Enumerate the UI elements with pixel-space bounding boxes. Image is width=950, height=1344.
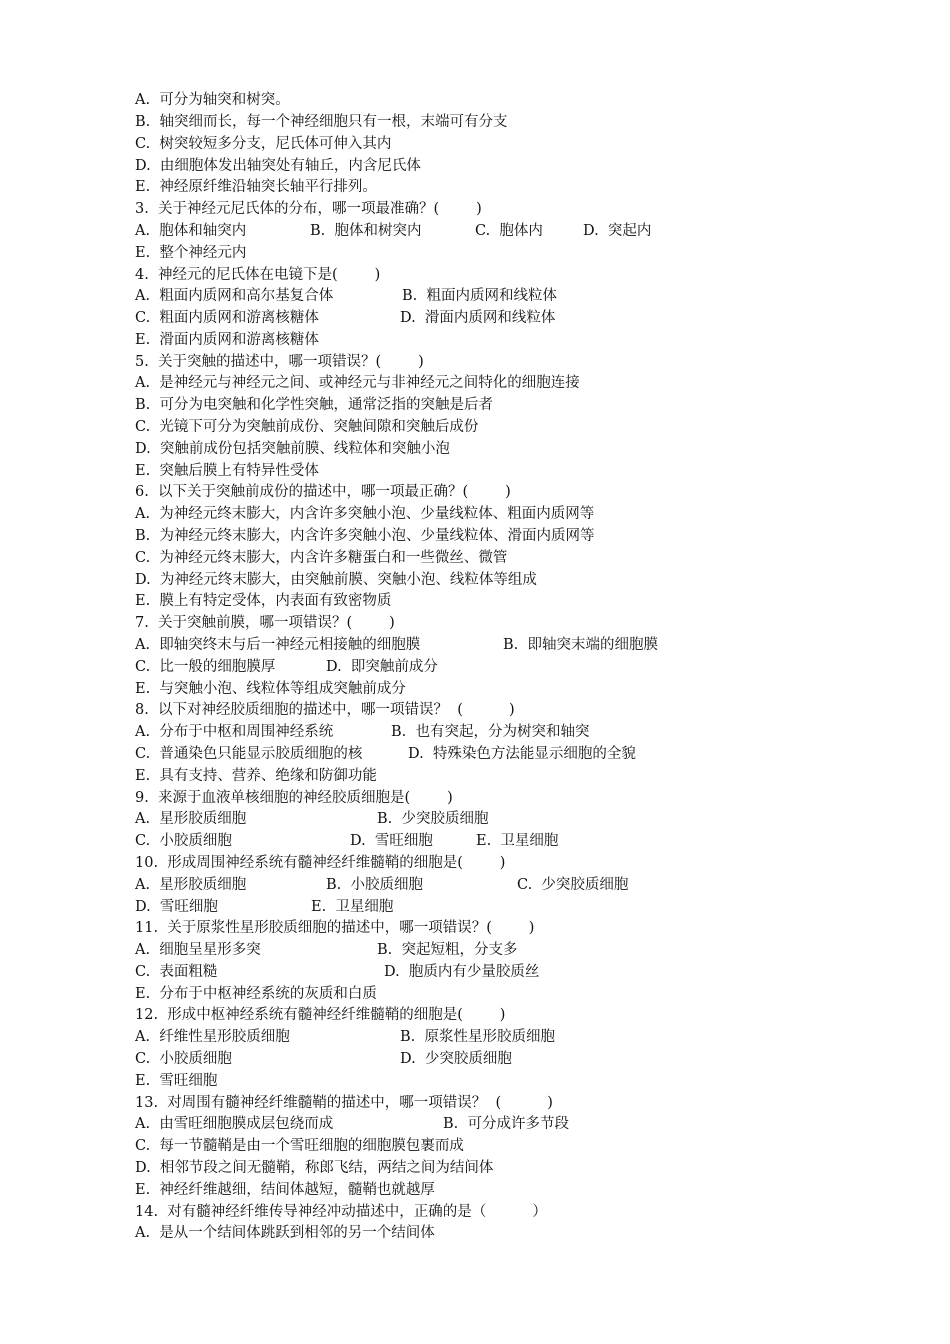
options-line xyxy=(135,939,518,961)
line-text: B. 可分为电突触和化学性突触，通常泛指的突触是后者 xyxy=(135,397,493,413)
option-text: B. 可分成许多节段 xyxy=(443,1116,569,1132)
option-text: B. 也有突起，分为树突和轴突 xyxy=(391,724,590,740)
option-text: D. 突起内 xyxy=(583,223,652,239)
line-text: E. 突触后膜上有特异性受体 xyxy=(135,463,319,479)
option-text: C. 小胶质细胞 xyxy=(135,1051,232,1067)
option-text: C. 表面粗糙 xyxy=(135,964,218,980)
option-text: B. 小胶质细胞 xyxy=(326,877,423,893)
option-text: D. 即突触前成分 xyxy=(326,659,438,675)
line-text: E. 神经原纤维沿轴突长轴平行排列。 xyxy=(135,179,377,195)
option-text: A. 由雪旺细胞膜成层包绕而成 xyxy=(135,1116,334,1132)
line-text: D. 相邻节段之间无髓鞘，称郎飞结，两结之间为结间体 xyxy=(135,1160,494,1176)
option-text: B. 原浆性星形胶质细胞 xyxy=(400,1029,555,1045)
option-text: C. 比一般的细胞膜厚 xyxy=(135,659,276,675)
line-text: E. 具有支持、营养、绝缘和防御功能 xyxy=(135,768,377,784)
line-text: E. 整个神经元内 xyxy=(135,245,247,261)
question-text: 3. 关于神经元尼氏体的分布，哪一项最准确？( ) xyxy=(135,201,482,217)
question-text: 7. 关于突触前膜，哪一项错误？( ) xyxy=(135,615,395,631)
option-text: A. 即轴突终末与后一神经元相接触的细胞膜 xyxy=(135,637,421,653)
question-text: 12. 形成中枢神经系统有髓神经纤维髓鞘的细胞是( ) xyxy=(135,1007,506,1023)
option-text: A. 纤维性星形胶质细胞 xyxy=(135,1029,290,1045)
line-text: D. 为神经元终末膨大，由突触前膜、突触小泡、线粒体等组成 xyxy=(135,572,537,588)
option-text: A. 分布于中枢和周围神经系统 xyxy=(135,724,334,740)
question-text: 11. 关于原浆性星形胶质细胞的描述中，哪一项错误？( ) xyxy=(135,920,535,936)
option-text: A. 星形胶质细胞 xyxy=(135,811,247,827)
option-text: A. 粗面内质网和高尔基复合体 xyxy=(135,288,334,304)
line-text: B. 轴突细而长，每一个神经细胞只有一根，末端可有分支 xyxy=(135,114,508,130)
option-text: A. 胞体和轴突内 xyxy=(135,223,247,239)
line-text: A. 可分为轴突和树突。 xyxy=(135,92,290,108)
options-line xyxy=(135,656,438,678)
option-text: C. 普通染色只能显示胶质细胞的核 xyxy=(135,746,363,762)
option-text: D. 雪旺细胞 xyxy=(350,833,433,849)
options-line xyxy=(135,1048,512,1070)
line-text: C. 光镜下可分为突触前成份、突触间隙和突触后成份 xyxy=(135,419,479,435)
option-text: B. 少突胶质细胞 xyxy=(377,811,489,827)
line-text: D. 突触前成份包括突触前膜、线粒体和突触小泡 xyxy=(135,441,450,457)
option-text: D. 雪旺细胞 xyxy=(135,899,218,915)
option-text: B. 突起短粗，分支多 xyxy=(377,942,518,958)
line-text: C. 每一节髓鞘是由一个雪旺细胞的细胞膜包裹而成 xyxy=(135,1138,464,1154)
options-line xyxy=(135,743,636,765)
option-text: C. 小胶质细胞 xyxy=(135,833,232,849)
options-line xyxy=(135,307,556,329)
option-text: A. 星形胶质细胞 xyxy=(135,877,247,893)
line-text: E. 雪旺细胞 xyxy=(135,1073,218,1089)
option-text: D. 少突胶质细胞 xyxy=(400,1051,512,1067)
option-text: C. 少突胶质细胞 xyxy=(517,877,629,893)
question-text: 4. 神经元的尼氏体在电镜下是( ) xyxy=(135,267,381,283)
line-text: A. 是神经元与神经元之间、或神经元与非神经元之间特化的细胞连接 xyxy=(135,375,580,391)
option-text: D. 特殊染色方法能显示细胞的全貌 xyxy=(408,746,636,762)
options-line xyxy=(135,634,658,656)
option-text: E. 卫星细胞 xyxy=(311,899,394,915)
question-text: 10. 形成周围神经系统有髓神经纤维髓鞘的细胞是( ) xyxy=(135,855,506,871)
question-text: 5. 关于突触的描述中，哪一项错误？( ) xyxy=(135,354,424,370)
options-line xyxy=(135,808,489,830)
options-line xyxy=(135,285,557,307)
line-text: A. 为神经元终末膨大，内含许多突触小泡、少量线粒体、粗面内质网等 xyxy=(135,506,595,522)
options-line xyxy=(135,874,629,896)
question-text: 6. 以下关于突触前成份的描述中，哪一项最正确？( ) xyxy=(135,484,511,500)
line-text: B. 为神经元终末膨大，内含许多突触小泡、少量线粒体、滑面内质网等 xyxy=(135,528,595,544)
option-text: B. 粗面内质网和线粒体 xyxy=(402,288,557,304)
option-text: C. 胞体内 xyxy=(475,223,543,239)
option-text: C. 粗面内质网和游离核糖体 xyxy=(135,310,319,326)
line-text: E. 滑面内质网和游离核糖体 xyxy=(135,332,319,348)
options-line xyxy=(135,220,652,242)
option-text: A. 细胞呈星形多突 xyxy=(135,942,261,958)
line-text: E. 神经纤维越细，结间体越短，髓鞘也就越厚 xyxy=(135,1182,435,1198)
option-text: D. 滑面内质网和线粒体 xyxy=(400,310,556,326)
options-line xyxy=(135,830,559,852)
line-text: D. 由细胞体发出轴突处有轴丘，内含尼氏体 xyxy=(135,158,421,174)
options-line xyxy=(135,1113,569,1135)
option-text: E. 卫星细胞 xyxy=(476,833,559,849)
question-text: 14. 对有髓神经纤维传导神经冲动描述中，正确的是（ ） xyxy=(135,1204,547,1220)
options-line xyxy=(135,1026,555,1048)
line-text: A. 是从一个结间体跳跃到相邻的另一个结间体 xyxy=(135,1225,435,1241)
options-line xyxy=(135,721,590,743)
options-line xyxy=(135,961,540,983)
option-text: D. 胞质内有少量胶质丝 xyxy=(384,964,540,980)
line-text: E. 膜上有特定受体，内表面有致密物质 xyxy=(135,593,392,609)
line-text: E. 与突触小泡、线粒体等组成突触前成分 xyxy=(135,681,406,697)
options-line xyxy=(135,896,394,918)
option-text: B. 胞体和树突内 xyxy=(310,223,422,239)
question-text: 13. 对周围有髓神经纤维髓鞘的描述中，哪一项错误？ ( ) xyxy=(135,1095,553,1111)
question-text: 8. 以下对神经胶质细胞的描述中，哪一项错误？ ( ) xyxy=(135,702,515,718)
line-text: C. 树突较短多分支，尼氏体可伸入其内 xyxy=(135,136,392,152)
option-text: B. 即轴突末端的细胞膜 xyxy=(503,637,658,653)
question-text: 9. 来源于血液单核细胞的神经胶质细胞是( ) xyxy=(135,790,453,806)
line-text: C. 为神经元终末膨大，内含许多糖蛋白和一些微丝、微管 xyxy=(135,550,508,566)
line-text: E. 分布于中枢神经系统的灰质和白质 xyxy=(135,986,377,1002)
